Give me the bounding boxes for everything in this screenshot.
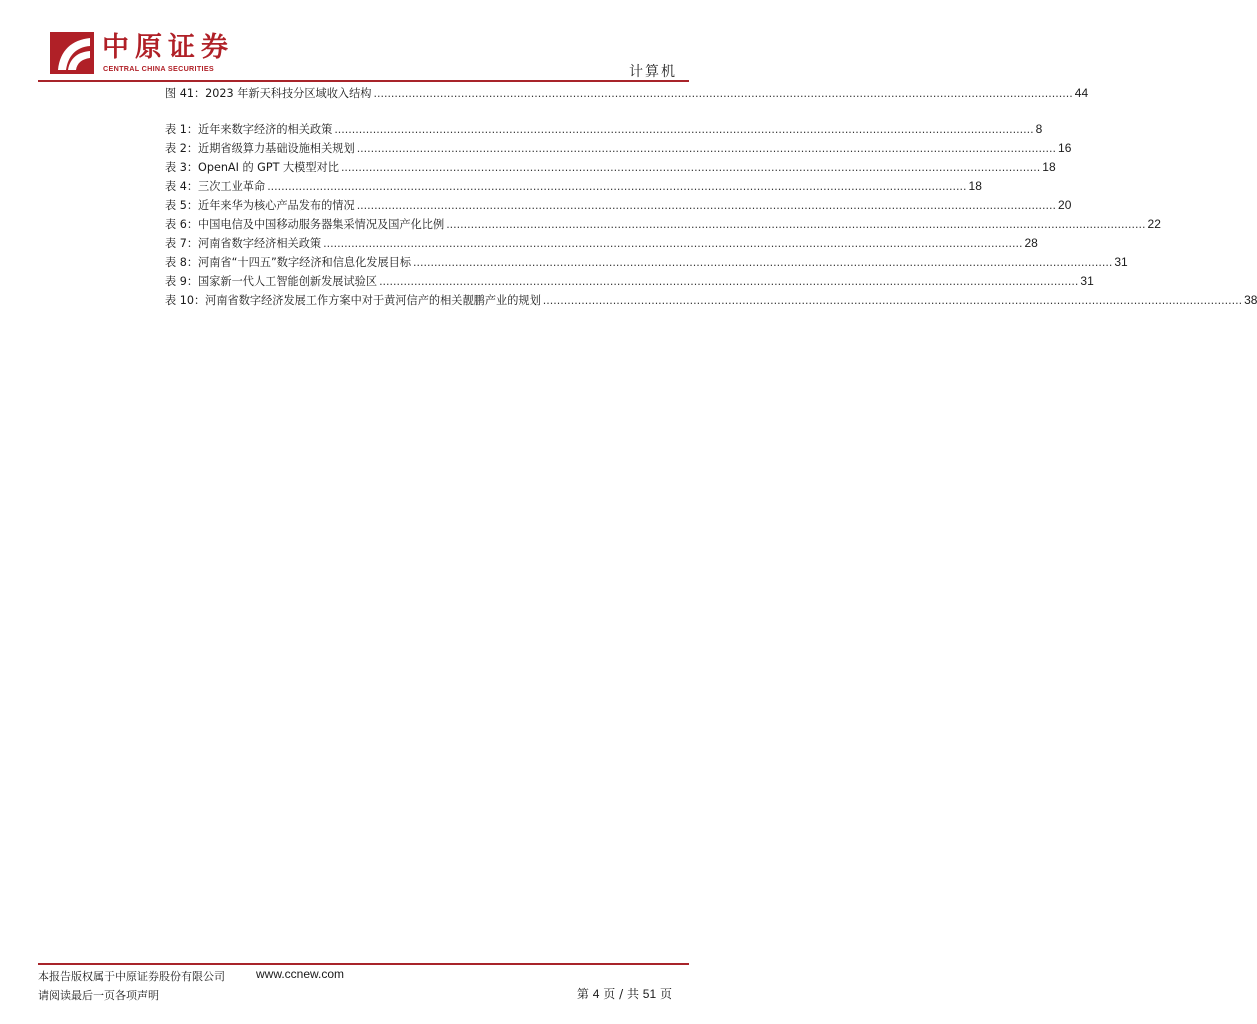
page-total: 51 <box>642 987 657 1001</box>
toc-entry[interactable] <box>165 272 1094 290</box>
logo-text-en: CENTRAL CHINA SECURITIES <box>103 64 215 73</box>
page-suffix: 页 <box>659 987 672 1001</box>
toc-entry-label: 表 4：三次工业革命 <box>165 180 266 193</box>
page-prefix: 第 <box>576 987 589 1001</box>
toc-dot-leader: ........................................................................................................................................................................................................ <box>379 275 1079 288</box>
toc-entry[interactable] <box>165 158 1056 176</box>
page-mid: 页 / 共 <box>603 987 639 1001</box>
toc-entry[interactable] <box>165 253 1128 271</box>
toc-entry[interactable] <box>165 215 1161 233</box>
toc-entry-label: 表 6：中国电信及中国移动服务器集采情况及国产化比例 <box>165 218 445 231</box>
toc-entry-page: 28 <box>1024 236 1038 250</box>
toc-entry-page: 31 <box>1114 255 1128 269</box>
toc-entry-page: 18 <box>1042 160 1056 174</box>
toc-entry-label: 表 10：河南省数字经济发展工作方案中对于黄河信产的相关靓鹏产业的规划 <box>165 294 541 307</box>
toc-dot-leader: ........................................................................................................................................................................................................ <box>373 87 1073 100</box>
toc-entry[interactable] <box>165 139 1072 157</box>
toc-entry-label: 表 5：近年来华为核心产品发布的情况 <box>165 199 355 212</box>
toc-entry[interactable] <box>165 291 1257 309</box>
header-divider <box>38 80 689 82</box>
toc-entry-page: 8 <box>1035 122 1043 136</box>
toc-entry-page: 44 <box>1074 86 1089 100</box>
toc-entry-label: 表 8：河南省“十四五”数字经济和信息化发展目标 <box>165 256 412 269</box>
toc-entry[interactable] <box>165 234 1038 252</box>
company-logo-icon <box>50 32 94 74</box>
page-current: 4 <box>592 987 600 1001</box>
toc-entry-label: 表 7：河南省数字经济相关政策 <box>165 237 322 250</box>
toc-entry[interactable] <box>165 84 1089 102</box>
footer-copyright: 本报告版权属于中原证券股份有限公司 <box>38 970 225 983</box>
toc-dot-leader: ........................................................................................................................................................................................................ <box>413 256 1113 269</box>
toc-entry[interactable] <box>165 120 1043 138</box>
toc-entry-page: 31 <box>1080 274 1094 288</box>
toc-entry-page: 22 <box>1147 217 1161 231</box>
toc-dot-leader: ........................................................................................................................................................................................................ <box>334 123 1034 136</box>
toc-entry-page: 16 <box>1058 141 1072 155</box>
toc-entry-label: 表 3：OpenAI 的 GPT 大模型对比 <box>165 161 339 174</box>
toc-entry-page: 38 <box>1244 293 1257 307</box>
toc-dot-leader: ........................................................................................................................................................................................................ <box>323 237 1023 250</box>
toc-entry-label: 表 1：近年来数字经济的相关政策 <box>165 123 333 136</box>
section-name: 计算机 <box>629 64 677 80</box>
footer-disclaimer-note: 请阅读最后一页各项声明 <box>38 989 159 1002</box>
toc-dot-leader: ........................................................................................................................................................................................................ <box>542 294 1243 307</box>
footer-divider <box>38 963 689 965</box>
toc-entry[interactable] <box>165 196 1072 214</box>
toc-dot-leader: ........................................................................................................................................................................................................ <box>356 142 1057 155</box>
toc-entry[interactable] <box>165 177 982 195</box>
toc-entry-page: 20 <box>1058 198 1072 212</box>
page-header <box>0 0 724 82</box>
toc-entry-page: 18 <box>968 179 982 193</box>
toc-dot-leader: ........................................................................................................................................................................................................ <box>267 180 967 193</box>
toc-dot-leader: ........................................................................................................................................................................................................ <box>340 161 1041 174</box>
toc-entry-label: 表 2：近期省级算力基础设施相关规划 <box>165 142 355 155</box>
logo-text-cn: 中原证券 <box>102 32 234 63</box>
footer-website-link[interactable]: www.ccnew.com <box>256 967 345 981</box>
toc-dot-leader: ........................................................................................................................................................................................................ <box>446 218 1146 231</box>
toc-entry-label: 图 41：2023 年新天科技分区域收入结构 <box>165 87 372 100</box>
toc-entry-label: 表 9：国家新一代人工智能创新发展试验区 <box>165 275 378 288</box>
footer-page-number <box>577 985 672 1002</box>
toc-dot-leader: ........................................................................................................................................................................................................ <box>356 199 1057 212</box>
